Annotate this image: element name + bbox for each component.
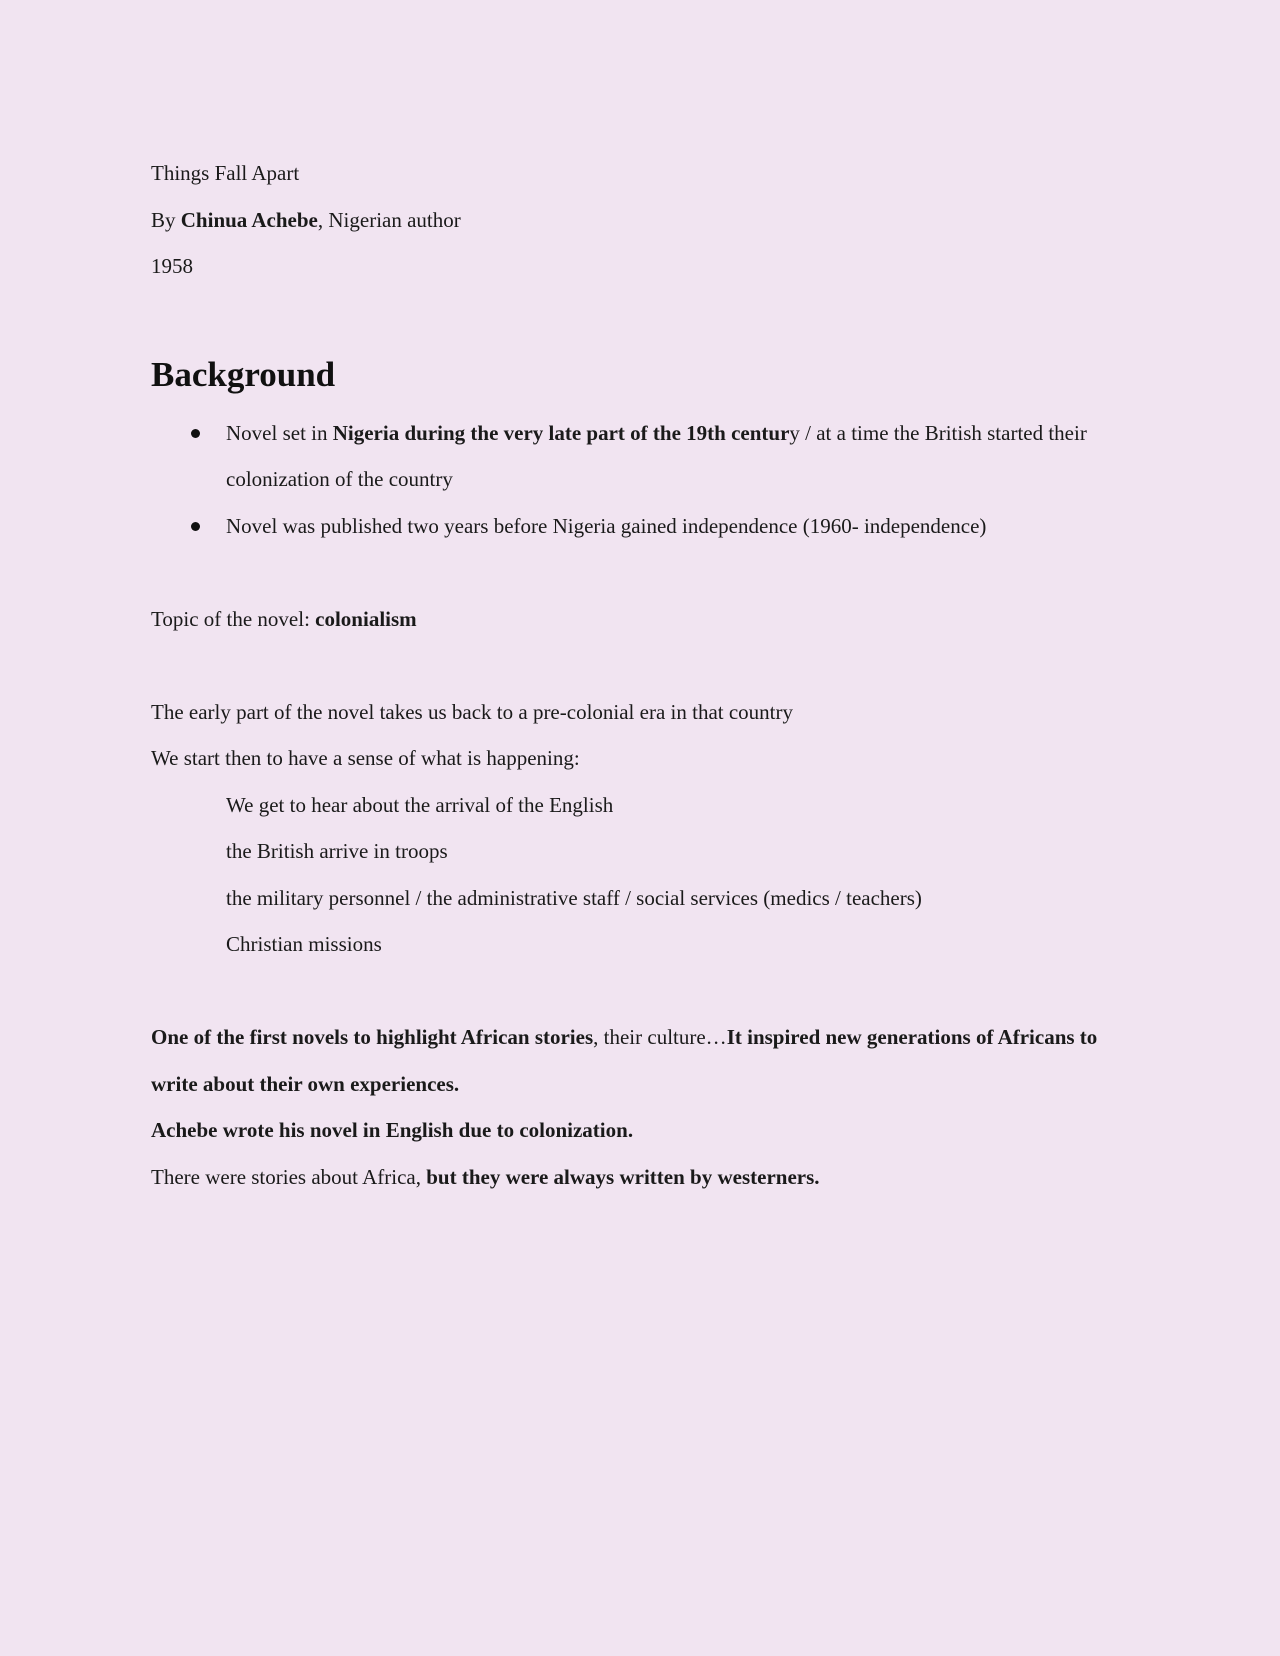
significance-bold-b: It inspired new generations of Africans to write about their own experiences. (151, 1025, 1098, 1096)
bullet-publication-text: Novel was published two years before Nigeria gained independence (1960- independence) (226, 513, 987, 538)
early-part-item: the military personnel / the administrative staff / social services (medics / teachers) (226, 885, 922, 910)
significance-normal: , their culture… (593, 1025, 727, 1049)
topic-bold: colonialism (315, 606, 417, 631)
early-part-line-1: The early part of the novel takes us back to a pre-colonial era in that country (151, 699, 793, 724)
spacer (151, 549, 1141, 596)
document-body (151, 150, 1141, 1200)
bullet-setting-prefix: Novel set in (226, 420, 333, 445)
topic-line (151, 596, 1141, 643)
topic-prefix: Topic of the novel: (151, 606, 316, 631)
publication-year: 1958 (151, 254, 193, 278)
significance-paragraph-1 (151, 1014, 1141, 1107)
author-suffix: , Nigerian author (317, 207, 461, 232)
author-prefix: By (151, 207, 181, 232)
early-part-item: We get to hear about the arrival of the English (226, 792, 614, 817)
book-title: Things Fall Apart (151, 161, 300, 185)
bullet-item-setting (151, 410, 1141, 503)
significance-english-bold: Achebe wrote his novel in English due to colonization. (151, 1118, 634, 1142)
bullet-setting-suffix: y / at a time the British started their colonization of the country (226, 420, 1087, 491)
early-part-item: the British arrive in troops (226, 839, 448, 863)
significance-paragraph-2 (151, 1107, 1141, 1154)
significance-bold-a: One of the first novels to highlight African stories (151, 1025, 594, 1049)
bullet-setting-bold: Nigeria during the very late part of the 19th centur (332, 420, 790, 445)
significance-stories-normal: There were stories about Africa, (151, 1164, 427, 1189)
section-heading-background: Background (151, 354, 336, 394)
bullet-item-publication (151, 503, 1141, 550)
background-bullet-list (151, 410, 1141, 550)
early-part-item: Christian missions (226, 932, 382, 956)
early-part-line-2: We start then to have a sense of what is happening: (151, 746, 580, 770)
bullet-dot-icon (191, 522, 200, 531)
significance-paragraph-3 (151, 1154, 1141, 1201)
significance-stories-bold: but they were always written by westerners. (426, 1164, 820, 1189)
bullet-dot-icon (191, 429, 200, 438)
spacer (151, 968, 1141, 1015)
author-name: Chinua Achebe (180, 207, 318, 232)
spacer (151, 642, 1141, 689)
author-line (151, 197, 1141, 244)
